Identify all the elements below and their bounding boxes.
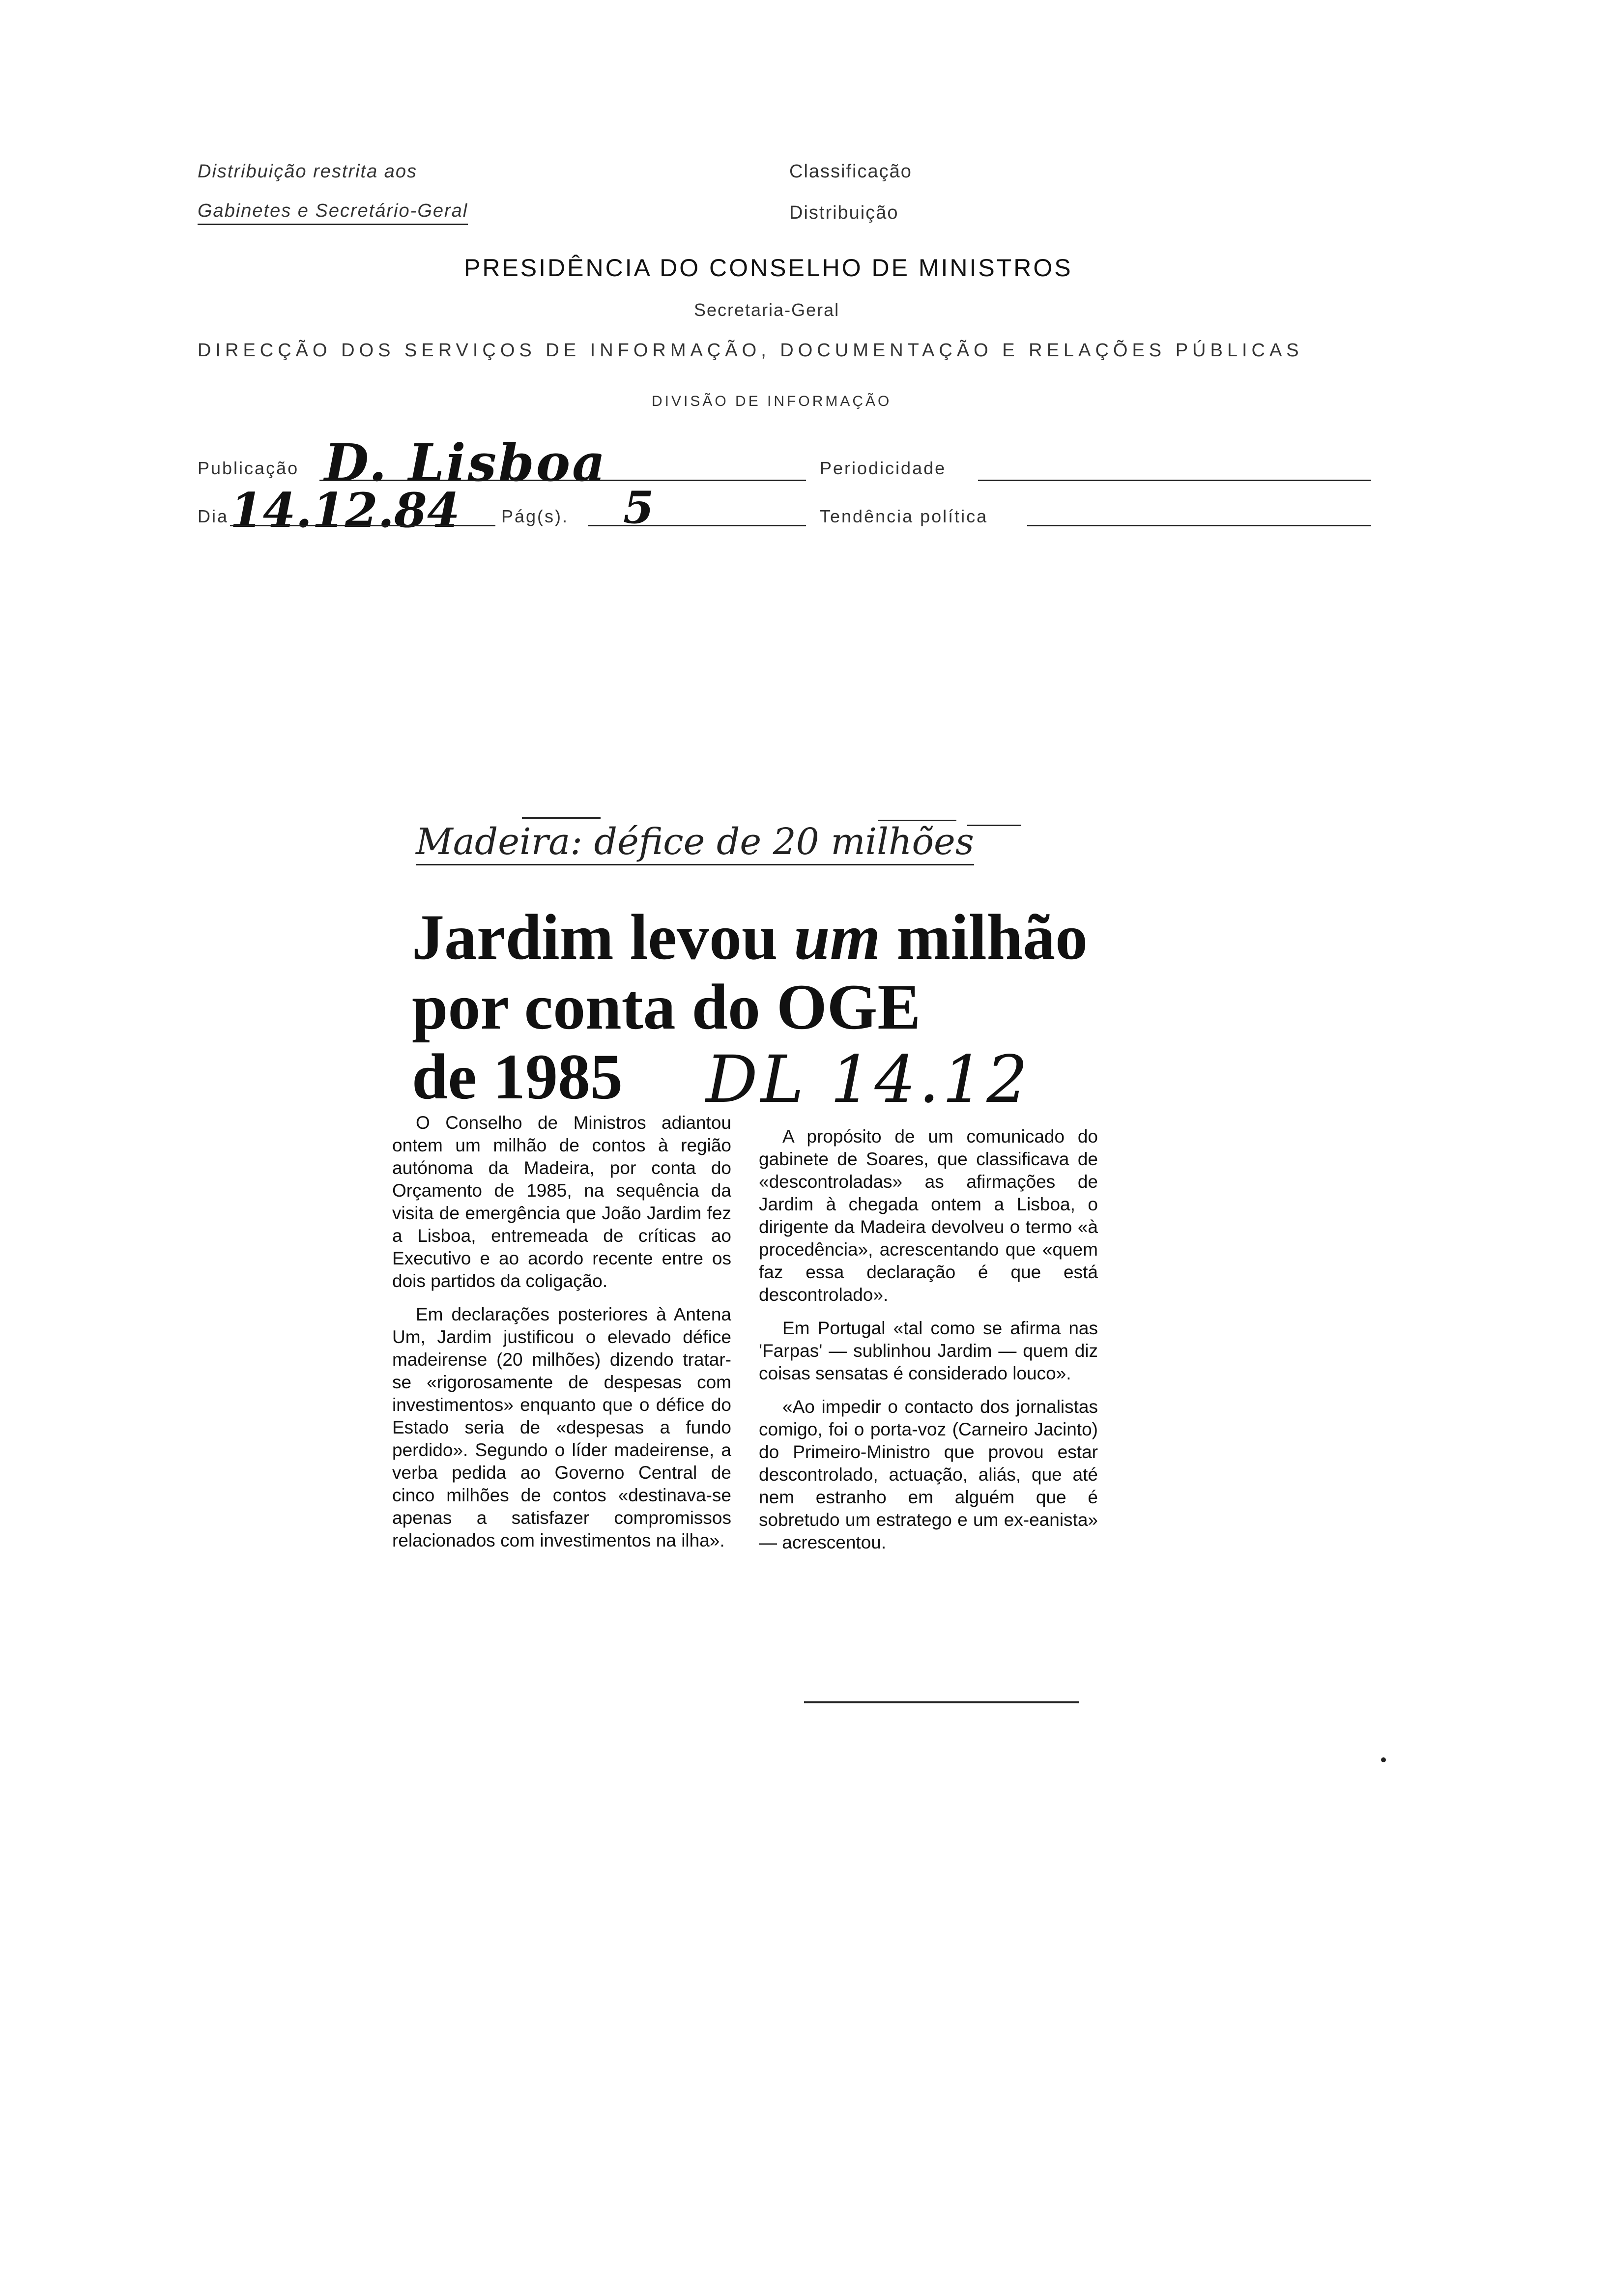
- column-2-paragraph-3: «Ao impedir o contacto dos jornalistas comigo, foi o porta-voz (Carneiro Jacinto) do Primeiro-Ministro que provou estar descontrolado, actuação, aliás, que até nem estranho em alguém que é sobretudo um estratego e um ex-eanista» — acrescentou.: [759, 1397, 1098, 1552]
- article-column-1: [392, 1112, 731, 1552]
- periodicity-line: [978, 480, 1371, 481]
- headline-line-3: de 1985: [412, 1040, 623, 1113]
- handwritten-source-note: DL 14.12: [706, 1042, 1031, 1118]
- headline-line-1-b: milhão: [880, 901, 1088, 973]
- distribution-restriction-line1: Distribuição restrita aos: [198, 161, 418, 182]
- article-end-rule: [804, 1701, 1079, 1703]
- pages-label: Pág(s).: [501, 506, 569, 526]
- political-tendency-label: Tendência política: [820, 506, 988, 526]
- pages-line: [588, 525, 806, 526]
- division-line: DIVISÃO DE INFORMAÇÃO: [652, 393, 892, 409]
- publication-label: Publicação: [198, 458, 299, 478]
- institution-subtitle: Secretaria-Geral: [694, 300, 840, 320]
- clipping-top-mark-left: [522, 817, 601, 819]
- distribution-restriction-line2: Gabinetes e Secretário-Geral: [198, 201, 468, 225]
- day-label: Dia: [198, 506, 229, 526]
- article-kicker: Madeira: défice de 20 milhões: [416, 821, 974, 865]
- day-handwritten-value: 14.12.84: [230, 483, 460, 538]
- pages-handwritten-value: 5: [623, 482, 654, 534]
- headline-line-1: [412, 902, 1088, 972]
- scan-speck: [1381, 1757, 1386, 1762]
- headline-line-2: por conta do OGE: [412, 971, 921, 1043]
- column-2-paragraph-1: A propósito de um comunicado do gabinete de Soares, que classificava de «descontroladas» as afirmações de Jardim à chegada ontem a Lisboa, o dirigente da Madeira devolveu o termo «à procedência», acrescentando que «quem faz essa declaração é que está descontrolado».: [759, 1126, 1098, 1305]
- publication-line: [319, 480, 806, 481]
- column-2-paragraph-2: Em Portugal «tal como se afirma nas 'Farpas' — sublinhou Jardim — quem diz coisas sensatas é considerado louco».: [759, 1318, 1098, 1383]
- headline-line-1-a: Jardim levou: [412, 901, 794, 973]
- distribution-label: Distribuição: [789, 202, 899, 223]
- article-column-2: [759, 1125, 1098, 1554]
- headline-line-1-emphasis: um: [794, 901, 881, 973]
- clipping-top-mark-right-2: [967, 825, 1021, 826]
- periodicity-label: Periodicidade: [820, 458, 947, 478]
- day-line: [230, 525, 495, 526]
- institution-title: PRESIDÊNCIA DO CONSELHO DE MINISTROS: [464, 254, 1073, 282]
- column-1-paragraph-1: O Conselho de Ministros adiantou ontem um milhão de contos à região autónoma da Madeira, por conta do Orçamento de 1985, na sequência da visita de emergência que João Jardim fez a Lisboa, entremeada de críticas ao Executivo e ao acordo recente entre os dois partidos da coligação.: [392, 1113, 731, 1291]
- political-tendency-line: [1027, 525, 1371, 526]
- column-1-paragraph-2: Em declarações posteriores à Antena Um, Jardim justificou o elevado défice madeirense (20 milhões) dizendo tratar-se «rigorosamente de despesas com investimentos» enquanto que o défice do Estado seria de «despesas a fundo perdido». Segundo o líder madeirense, a verba pedida ao Governo Central de cinco milhões de contos «destinava-se apenas a satisfazer compromissos relacionados com investimentos na ilha».: [392, 1304, 731, 1550]
- department-line: DIRECÇÃO DOS SERVIÇOS DE INFORMAÇÃO, DOCUMENTAÇÃO E RELAÇÕES PÚBLICAS: [198, 340, 1303, 361]
- classification-label: Classificação: [789, 161, 912, 182]
- publication-handwritten-value: D. Lisboa: [324, 432, 607, 493]
